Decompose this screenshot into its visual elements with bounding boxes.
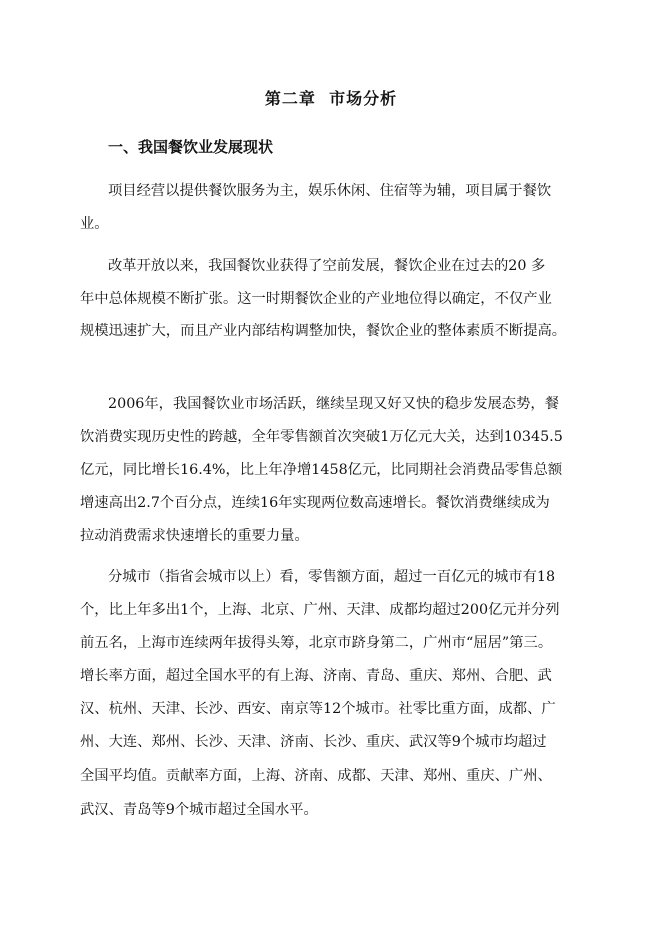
paragraph-line: 武汉、青岛等9个城市超过全国水平。 — [80, 802, 318, 818]
paragraph-line: 增速高出2.7个百分点，连续16年实现两位数高速增长。餐饮消费继续成为 — [80, 495, 550, 511]
paragraph-line: 全国平均值。贡献率方面，上海、济南、成都、天津、郑州、重庆、广州、 — [80, 768, 552, 784]
chapter-title: 第二章 市场分析 — [264, 89, 398, 108]
paragraph-line: 亿元，同比增长16.4%，比上年净增1458亿元，比同期社会消费品零售总额 — [80, 462, 563, 478]
paragraph-line: 州、大连、郑州、长沙、天津、济南、长沙、重庆、武汉等9个城市均超过 — [80, 734, 547, 750]
section-heading: 一、我国餐饮业发展现状 — [108, 138, 274, 156]
paragraph-line: 2006年，我国餐饮业市场活跃，继续呈现又好又快的稳步发展态势，餐 — [108, 396, 559, 412]
paragraph-line: 饮消费实现历史性的跨越，全年零售额首次突破1万亿元大关，达到10345.5 — [80, 429, 563, 445]
paragraph-line: 年中总体规模不断扩张。这一时期餐饮企业的产业地位得以确定，不仅产业 — [80, 291, 552, 307]
paragraph-line: 前五名，上海市连续两年拔得头筹，北京市跻身第二，广州市“屈居”第三。 — [80, 635, 553, 651]
paragraph-line: 改革开放以来，我国餐饮业获得了空前发展，餐饮企业在过去的20 多 — [108, 258, 546, 274]
paragraph-line: 汉、杭州、天津、长沙、西安、南京等12个城市。社零比重方面，成都、广 — [80, 701, 556, 717]
paragraph-line: 个，比上年多出1个，上海、北京、广州、天津、成都均超过200亿元并分列 — [80, 602, 560, 618]
paragraph-line: 规模迅速扩大，而且产业内部结构调整加快，餐饮企业的整体素质不断提高。 — [80, 323, 567, 339]
paragraph-line: 拉动消费需求快速增长的重要力量。 — [80, 528, 309, 544]
paragraph-line: 项目经营以提供餐饮服务为主，娱乐休闲、住宿等为辅，项目属于餐饮 — [108, 183, 552, 199]
paragraph-line: 增长率方面，超过全国水平的有上海、济南、青岛、重庆、郑州、合肥、武 — [80, 668, 552, 684]
paragraph-line: 业。 — [80, 216, 109, 232]
paragraph-line: 分城市（指省会城市以上）看，零售额方面，超过一百亿元的城市有18 — [108, 569, 556, 585]
